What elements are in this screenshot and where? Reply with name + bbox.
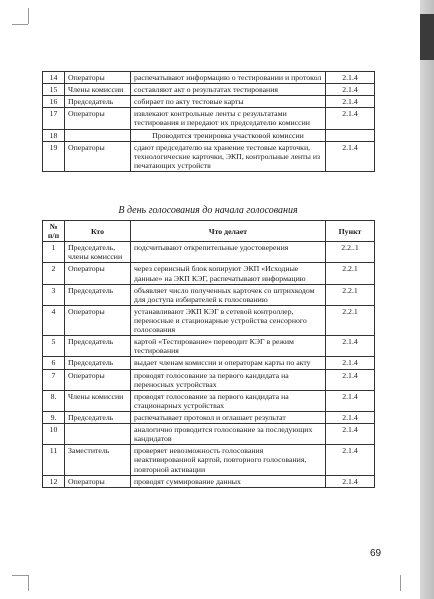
crop-mark [12, 24, 28, 25]
row-ref: 2.2.1 [326, 284, 375, 305]
continued-procedure-table [42, 71, 375, 172]
row-what: объявляет число полученных карточек со штрихкодом для доступа избирателей к голосованию [131, 284, 326, 305]
row-number: 3 [43, 284, 65, 305]
row-ref: 2.1.4 [326, 108, 375, 129]
row-ref: 2.1.4 [326, 84, 375, 96]
row-who: Председатель [65, 336, 131, 357]
table-row [43, 390, 375, 411]
row-number: 19 [43, 141, 65, 171]
row-who: Председатель, члены комиссии [65, 242, 131, 263]
row-ref [326, 129, 375, 141]
row-who: Члены комиссии [65, 390, 131, 411]
row-ref: 2.1.4 [326, 141, 375, 171]
row-ref: 2.2..1 [326, 242, 375, 263]
row-what: устанавливают ЭКП КЭГ в сетевой контроллер, переносные и стационарные устройства сенсорного голосования [131, 305, 326, 335]
row-what: Проводится тренировка участковой комиссии [131, 129, 326, 141]
header-who: Кто [65, 221, 131, 242]
table-row [43, 141, 375, 171]
row-number: 1 [43, 242, 65, 263]
crop-mark [28, 575, 29, 591]
row-who: Операторы [65, 108, 131, 129]
row-what: через сервисный блок копируют ЭКП «Исходные данные» на ЭКП КЭГ, распечатывают информацию [131, 263, 326, 284]
row-who [65, 424, 131, 445]
row-ref: 2.1.4 [326, 445, 375, 475]
page-edge-strip [420, 0, 434, 599]
row-number: 17 [43, 108, 65, 129]
header-ref: Пункт [326, 221, 375, 242]
row-ref: 2.1.4 [326, 475, 375, 487]
row-ref: 2.2.1 [326, 305, 375, 335]
row-ref: 2.1.4 [326, 390, 375, 411]
table-row [43, 305, 375, 335]
row-number: 7 [43, 369, 65, 390]
row-number: 4 [43, 305, 65, 335]
row-ref: 2.1.4 [326, 424, 375, 445]
row-ref: 2.1.4 [326, 357, 375, 369]
table-row [43, 84, 375, 96]
row-number: 14 [43, 72, 65, 84]
row-who: Операторы [65, 475, 131, 487]
row-who: Председатель [65, 284, 131, 305]
crop-mark [400, 575, 401, 591]
header-what: Что делает [131, 221, 326, 242]
row-what: проводят голосование за первого кандидата на переносных устройствах [131, 369, 326, 390]
election-day-procedure-table [42, 220, 375, 488]
table-row [43, 357, 375, 369]
table-row [43, 475, 375, 487]
row-what: выдает членам комиссии и операторам карты по акту [131, 357, 326, 369]
table-header-row [43, 221, 375, 242]
table-row [43, 424, 375, 445]
row-number: 6 [43, 357, 65, 369]
table-row [43, 263, 375, 284]
row-who: Председатель [65, 357, 131, 369]
table-row [43, 108, 375, 129]
row-ref: 2.1.4 [326, 72, 375, 84]
row-what: проводят голосование за первого кандидата на стационарных устройствах [131, 390, 326, 411]
row-what: картой «Тестирование» переводит КЭГ в режим тестирования [131, 336, 326, 357]
row-what: подсчитывают открепительные удостоверения [131, 242, 326, 263]
row-who: Операторы [65, 369, 131, 390]
row-what: распечатывает протокол и оглашает результат [131, 411, 326, 423]
page-edge-tab [420, 14, 434, 60]
row-number: 10 [43, 424, 65, 445]
row-what: извлекают контрольные ленты с результатами тестирования и передают их председателю комиссии [131, 108, 326, 129]
header-number: № п/п [43, 221, 65, 242]
row-what: проверяет невозможность голосования неактивированной картой, повторного голосования, повторной активации [131, 445, 326, 475]
row-number: 12 [43, 475, 65, 487]
crop-mark [12, 575, 28, 576]
table-row [43, 96, 375, 108]
row-ref: 2.2.1 [326, 263, 375, 284]
row-what: проводят суммирование данных [131, 475, 326, 487]
row-number: 15 [43, 84, 65, 96]
row-what: распечатывают информацию о тестировании и протокол [131, 72, 326, 84]
table-row [43, 284, 375, 305]
row-number: 11 [43, 445, 65, 475]
row-who: Операторы [65, 263, 131, 284]
row-what: собирает по акту тестовые карты [131, 96, 326, 108]
row-who: Операторы [65, 141, 131, 171]
table-row [43, 336, 375, 357]
row-number: 8. [43, 390, 65, 411]
row-who: Операторы [65, 305, 131, 335]
row-what: составляют акт о результатах тестирования [131, 84, 326, 96]
row-who: Заместитель [65, 445, 131, 475]
section-title: В день голосования до начала голосования [118, 205, 298, 216]
row-ref: 2.1.4 [326, 336, 375, 357]
row-what: сдают председателю на хранение тестовые карточки, технологические карточки, ЭКП, контрольные ленты из печатающих устройств [131, 141, 326, 171]
table-row [43, 129, 375, 141]
row-who: Председатель [65, 96, 131, 108]
row-number: 2 [43, 263, 65, 284]
row-number: 18 [43, 129, 65, 141]
row-number: 5 [43, 336, 65, 357]
crop-mark [28, 8, 29, 24]
table-row [43, 242, 375, 263]
row-who: Операторы [65, 72, 131, 84]
row-who [65, 129, 131, 141]
row-ref: 2.1.4 [326, 96, 375, 108]
row-who: Члены комиссии [65, 84, 131, 96]
row-number: 9. [43, 411, 65, 423]
row-number: 16 [43, 96, 65, 108]
table-row [43, 411, 375, 423]
row-ref: 2.1.4 [326, 369, 375, 390]
table-row [43, 72, 375, 84]
row-who: Председатель [65, 411, 131, 423]
table-row [43, 445, 375, 475]
row-what: аналогично проводится голосование за последующих кандидатов [131, 424, 326, 445]
table-row [43, 369, 375, 390]
row-ref: 2.1.4 [326, 411, 375, 423]
page-number: 69 [370, 548, 382, 559]
